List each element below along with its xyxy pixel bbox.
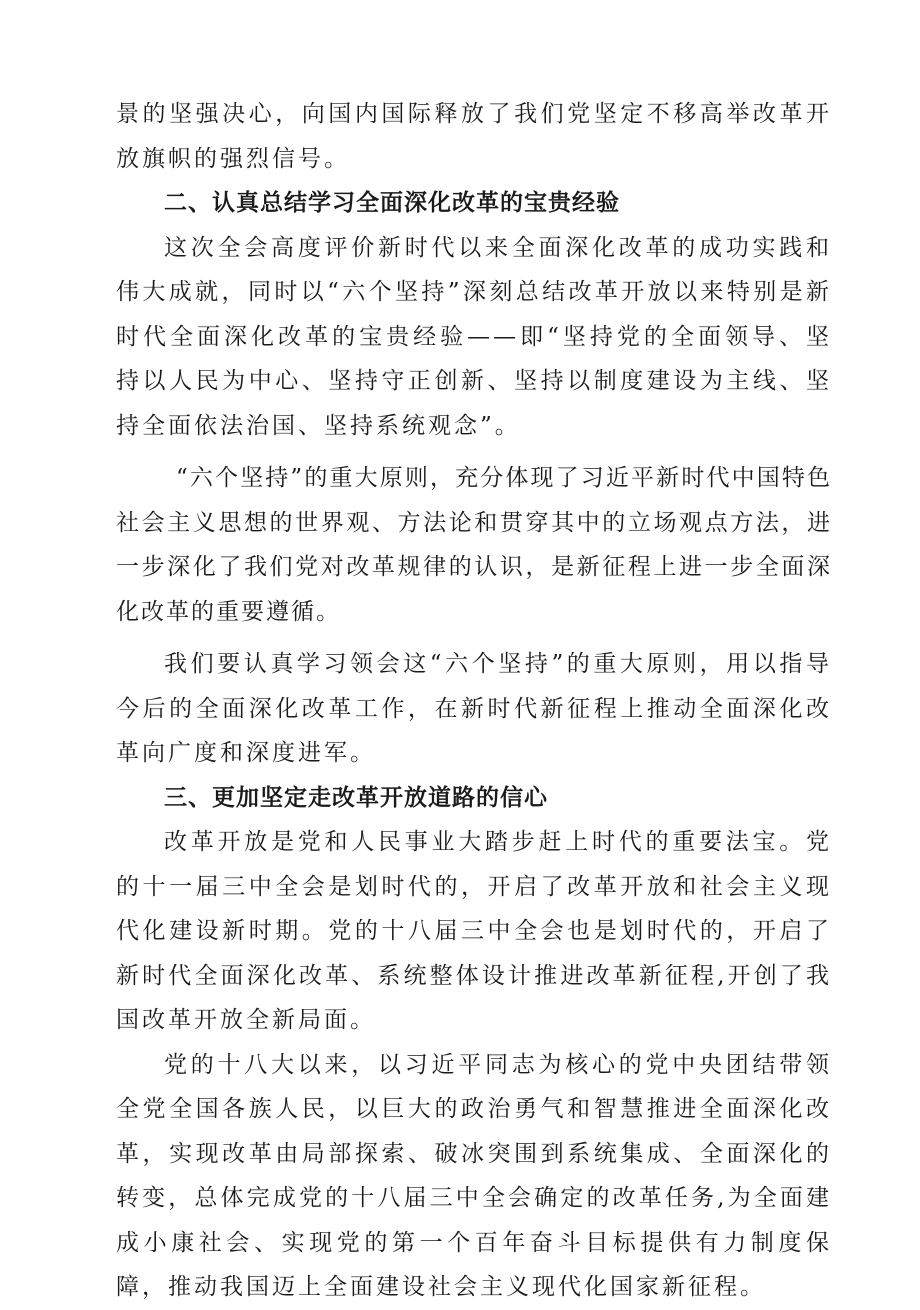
- section-2-paragraph-3: 我们要认真学习领会这“六个坚持”的重大原则，用以指导今后的全面深化改革工作，在新时代新征程上推动全面深化改革向广度和深度进军。: [116, 651, 832, 766]
- section-3-heading: 三、更加坚定走改革开放道路的信心: [164, 784, 548, 811]
- section-3-paragraph-2: 党的十八大以来，以习近平同志为核心的党中央团结带领全党全国各族人民，以巨大的政治勇气和智慧推进全面深化改革，实现改革由局部探索、破冰突围到系统集成、全面深化的转变，总体完成党的十八届三中全会确定的改革任务,为全面建成小康社会、实现党的第一个百年奋斗目标提供有力制度保障，推动我国迈上全面建设社会主义现代化国家新征程。: [116, 1051, 832, 1300]
- section-3-paragraph-1: 改革开放是党和人民事业大踏步赶上时代的重要法宝。党的十一届三中全会是划时代的，开启了改革开放和社会主义现代化建设新时期。党的十八届三中全会也是划时代的，开启了新时代全面深化改革、系统整体设计推进改革新征程,开创了我国改革开放全新局面。: [116, 829, 832, 1033]
- continuation-paragraph: 景的坚强决心，向国内国际释放了我们党坚定不移高举改革开放旗帜的强烈信号。: [116, 101, 832, 172]
- section-2-paragraph-2: “六个坚持”的重大原则，充分体现了习近平新时代中国特色社会主义思想的世界观、方法论和贯穿其中的立场观点方法，进一步深化了我们党对改革规律的认识，是新征程上进一步全面深化改革的重要遵循。: [116, 465, 832, 625]
- section-2-paragraph-1: 这次全会高度评价新时代以来全面深化改革的成功实践和伟大成就，同时以“六个坚持”深刻总结改革开放以来特别是新时代全面深化改革的宝贵经验——即“坚持党的全面领导、坚持以人民为中心、坚持守正创新、坚持以制度建设为主线、坚持全面依法治国、坚持系统观念”。: [116, 234, 832, 439]
- section-2-heading: 二、认真总结学习全面深化改革的宝贵经验: [164, 190, 620, 216]
- document-body: [116, 92, 832, 1310]
